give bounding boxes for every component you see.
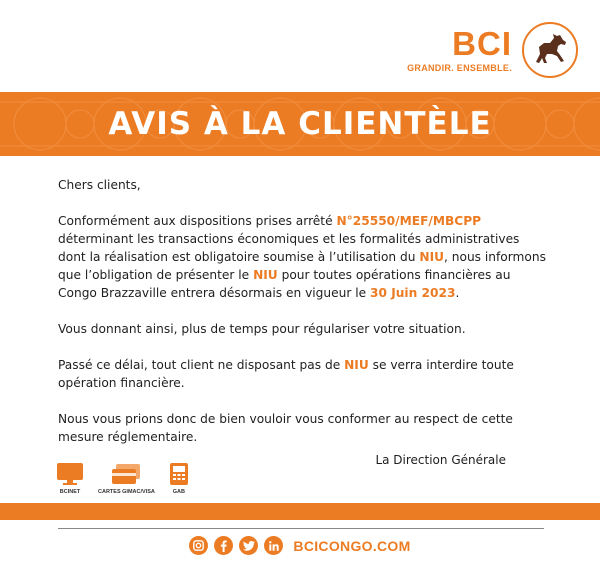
service-label: GAB [172,489,185,495]
cards-icon [110,462,142,486]
niu-highlight: NIU [344,358,369,372]
twitter-icon[interactable] [239,536,258,555]
service-bcinet [56,462,84,495]
services-row [56,462,189,495]
horse-emblem-icon [522,22,578,78]
signature: La Direction Générale [375,453,506,467]
instagram-icon[interactable] [189,536,208,555]
greeting: Chers clients, [58,178,141,192]
linkedin-icon[interactable] [264,536,283,555]
p3-text-a: Passé ce délai, tout client ne disposant pas de [58,358,345,372]
paragraph-2: Vous donnant ainsi, plus de temps pour régulariser votre situation. [58,322,466,336]
monitor-icon [56,462,84,486]
decree-reference: N°25550/MEF/MBCPP [336,214,482,228]
effective-date: 30 Juin 2023 [370,286,456,300]
paragraph-1 [58,212,548,302]
page-title: AVIS À LA CLIENTÈLE [108,106,492,142]
atm-icon [169,462,189,486]
service-cards [98,462,155,495]
brand-logo [407,22,578,78]
footer-stripe [0,503,600,520]
brand-name: BCI [452,25,512,62]
service-label: CARTES GIMAC/VISA [98,489,155,495]
p1-text-e: . [455,286,460,300]
facebook-icon[interactable] [214,536,233,555]
niu-highlight: NIU [419,250,445,264]
niu-highlight: NIU [253,268,278,282]
paragraph-4: Nous vous prions donc de bien vouloir vous conformer au respect de cette mesure réglementaire. [58,412,513,444]
p1-text-b: déterminant les transactions économiques et les formalités administratives dont la réalisation est obligatoire soumise à l’utilisation du [58,232,520,264]
p1-text-a: Conformément aux dispositions prises arrêté [58,214,337,228]
brand-tagline: GRANDIR. ENSEMBLE. [407,63,512,73]
title-banner [0,92,600,156]
website-link[interactable]: BCICONGO.COM [293,537,411,554]
social-footer [0,536,600,555]
p1-text-d: pour toutes opérations financières au Congo Brazzaville entrera désormais en vigueur le [58,268,511,300]
p1-text-c: , nous informons que l’obligation de présenter le [58,250,546,282]
divider [58,528,544,529]
p3-text-b: se verra interdire toute opération financière. [58,358,514,390]
service-label: BCINET [59,489,81,495]
service-gab [169,462,189,495]
letter-body [58,176,548,464]
paragraph-3 [58,356,548,392]
